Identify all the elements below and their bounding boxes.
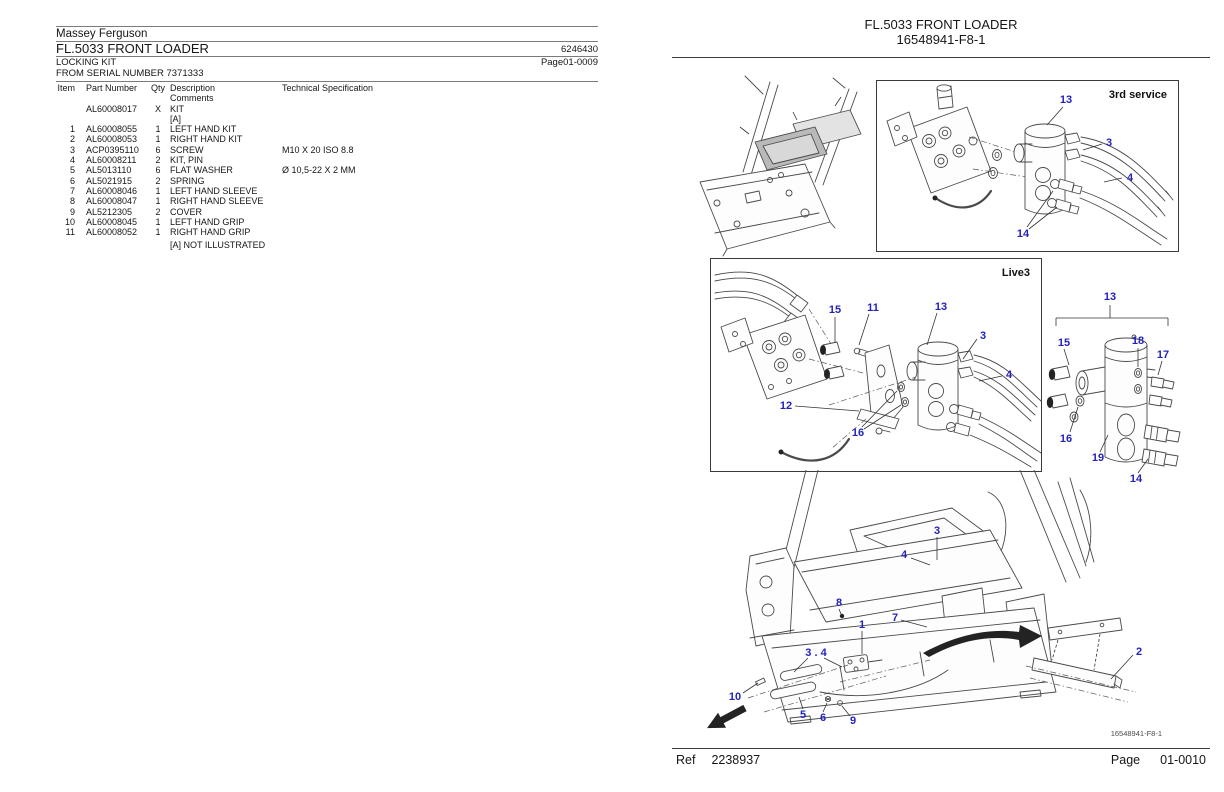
cell-description: LEFT HAND KIT [170,124,237,135]
table-row [56,217,598,227]
callout-17: 17 [1156,349,1170,361]
loader-overview-art [685,72,875,257]
table-row [56,165,598,175]
section-row [56,57,598,68]
callout-6: 6 [819,712,827,724]
table-row [56,186,598,196]
bottom-rail [762,608,1056,724]
cell-qty: 1 [155,216,161,227]
third-service-label: 3rd service [1108,89,1167,101]
callout-15: 15 [1057,337,1071,349]
cell-item: 6 [69,175,75,186]
doc-number: 6246430 [561,44,598,55]
cell-description: KIT, PIN [170,155,204,166]
ref-value: 2238937 [711,753,761,767]
cell-part-number: AL60008052 [86,227,138,238]
cell-qty: 2 [155,206,161,217]
col-header-qty: Qty [150,83,165,93]
live3-diagram [710,258,1042,472]
footer-drawing-number: 16548941-F8-1 [1110,729,1162,738]
frame-diagram [690,470,1210,745]
callout-2: 2 [1135,646,1143,658]
cell-description: RIGHT HAND KIT [170,134,243,145]
callout-4: 4 [900,549,908,561]
cell-qty: 2 [155,175,161,186]
cell-item [56,114,78,124]
header-rule [672,57,1210,58]
frame-art [690,470,1210,745]
washers [989,150,1002,179]
valve-block [887,85,991,193]
bracket-13 [1056,305,1168,326]
diagram-page-title: FL.5033 FRONT LOADER [864,17,1018,32]
cell-item [56,104,78,114]
cell-part-number: AL60008045 [86,216,138,227]
table-row [56,134,598,144]
cell-part-number: AL60008055 [86,124,138,135]
cell-item: 3 [69,144,75,155]
cell-spec [282,196,598,206]
callout-19: 19 [1091,452,1105,464]
footer-ref [676,753,760,767]
callout-13: 13 [934,301,948,313]
section-title: LOCKING KIT [56,57,117,68]
col-header-spec: Technical Specification [282,83,374,93]
catalog-title-row [56,42,598,57]
cell-spec [282,227,598,237]
control-valve [1014,124,1080,214]
col-header-description [170,83,282,104]
cell-qty: 1 [155,196,161,207]
cell-qty [146,114,170,124]
page-label: Page01-0009 [540,57,598,68]
left-tower [746,548,794,646]
cell-spec [282,217,598,227]
callout-3: 3 [979,330,987,342]
live3-art [711,259,1041,471]
cell-qty: 1 [155,124,161,135]
cell-description: SPRING [170,175,205,186]
callout-18: 18 [1131,335,1145,347]
col-header-item: Item [57,83,75,93]
callout-4: 4 [1005,369,1013,381]
cell-part-number: AL60008047 [86,196,138,207]
not-illustrated-note: [A] NOT ILLUSTRATED [170,240,266,251]
parts-list-page [56,26,598,251]
ref-label: Ref [676,753,696,767]
cell-spec [282,176,598,186]
callout-16: 16 [1059,433,1073,445]
callout-4: 4 [1126,172,1134,184]
cell-part-number: AL5021915 [86,175,133,186]
third-service-diagram [876,80,1179,252]
cell-description: FLAT WASHER [170,165,233,176]
footer-page [900,753,1206,767]
parts-table [56,83,598,251]
cell-description: LEFT HAND SLEEVE [170,185,258,196]
main-beam [794,530,1022,622]
callout-10: 10 [728,691,742,703]
cell-qty: 6 [155,144,161,155]
col-header-description-line1: Description [170,83,216,93]
cell-qty: 1 [155,227,161,238]
loader-overview-sketch [685,72,875,257]
table-row [56,145,598,155]
parts-table-footer [56,237,598,250]
bleed-cable [779,439,850,461]
cell-spec [282,155,598,165]
cell-description: COVER [170,206,203,217]
callout-14: 14 [1129,473,1143,485]
table-row [56,124,598,134]
cell-part-number: AL5212305 [86,206,133,217]
cell-spec [282,134,598,144]
cell-item: 8 [69,196,75,207]
header-row [56,83,598,104]
cell-part-number: AL60008046 [86,185,138,196]
cell-item: 7 [69,185,75,196]
plugs [1047,366,1070,408]
control-valve [907,342,973,430]
valve-detail-art [1046,285,1210,495]
cell-item: 11 [65,227,75,238]
callout-13: 13 [1103,291,1117,303]
cell-spec [282,207,598,217]
brand-name: Massey Ferguson [56,26,598,42]
diagram-drawing-id: 16548941-F8-1 [896,32,986,47]
callout-3: 3 [1105,137,1113,149]
col-header-part-number: Part Number [86,83,138,93]
callout-3-4: 3 . 4 [805,647,827,659]
parts-table-header [56,83,598,104]
table-row [56,155,598,165]
table-row [56,114,598,124]
cell-qty: 2 [155,155,161,166]
callout-13: 13 [1059,94,1073,106]
parts-table-body [56,104,598,238]
diagram-page-header [672,17,1210,47]
table-row [56,104,598,114]
callout-1: 1 [858,619,866,631]
table-row [56,237,598,250]
cell-spec: Ø 10,5-22 X 2 MM [282,165,356,176]
table-row [56,207,598,217]
valve-detail-diagram [1046,285,1210,495]
cell-part-number: AL5013110 [86,165,132,176]
table-row [56,176,598,186]
cell-spec [282,104,598,114]
callout-8: 8 [835,597,843,609]
callout-14: 14 [1016,228,1030,240]
callout-5: 5 [799,709,807,721]
cell-description: SCREW [170,144,204,155]
col-header-comments: Comments [170,93,214,104]
cell-spec: M10 X 20 ISO 8.8 [282,144,354,155]
cell-qty: 6 [155,165,161,176]
cell-part-number: ACP0395110 [86,144,139,155]
table-row [56,196,598,206]
table-row [56,227,598,237]
callout-9: 9 [849,715,857,727]
catalog-title: FL.5033 FRONT LOADER [56,41,209,56]
callout-16: 16 [851,427,865,439]
frame-body [700,164,835,256]
cell-qty: X [154,103,161,114]
cell-description: RIGHT HAND SLEEVE [170,196,264,207]
third-service-art [877,81,1178,251]
cell-description: KIT [170,103,185,114]
cell-part-number [78,114,146,124]
callout-7: 7 [891,612,899,624]
callout-15: 15 [828,304,842,316]
cell-spec [282,114,598,124]
bleed-cable [933,191,992,207]
cell-description: RIGHT HAND GRIP [170,227,251,238]
page-word: Page [1110,753,1141,767]
callout-3: 3 [933,525,941,537]
cell-item: 9 [69,206,75,217]
page-number: 01-0010 [1160,753,1206,767]
cell-item: 1 [69,124,75,135]
fittings [1149,377,1174,407]
cell-spec [282,124,598,134]
cell-description: [A] [170,113,182,124]
covers [740,97,861,170]
callout-12: 12 [779,400,793,412]
cell-spec [282,186,598,196]
live3-label: Live3 [1001,267,1030,279]
callout-11: 11 [867,302,879,314]
footer-rule [672,748,1210,749]
cell-description: LEFT HAND GRIP [170,216,245,227]
cell-part-number: AL60008017 [86,103,138,114]
serial-note: FROM SERIAL NUMBER 7371333 [56,68,598,83]
cell-item: 4 [69,155,75,166]
valve-block [721,315,827,399]
cell-part-number: AL60008053 [86,134,138,145]
cell-item: 10 [64,216,75,227]
cell-qty: 1 [155,134,161,145]
cell-item: 2 [69,134,75,145]
cell-part-number: AL60008211 [86,155,137,166]
cell-qty: 1 [155,185,161,196]
cell-item: 5 [69,165,75,176]
valve-body [1076,335,1155,462]
